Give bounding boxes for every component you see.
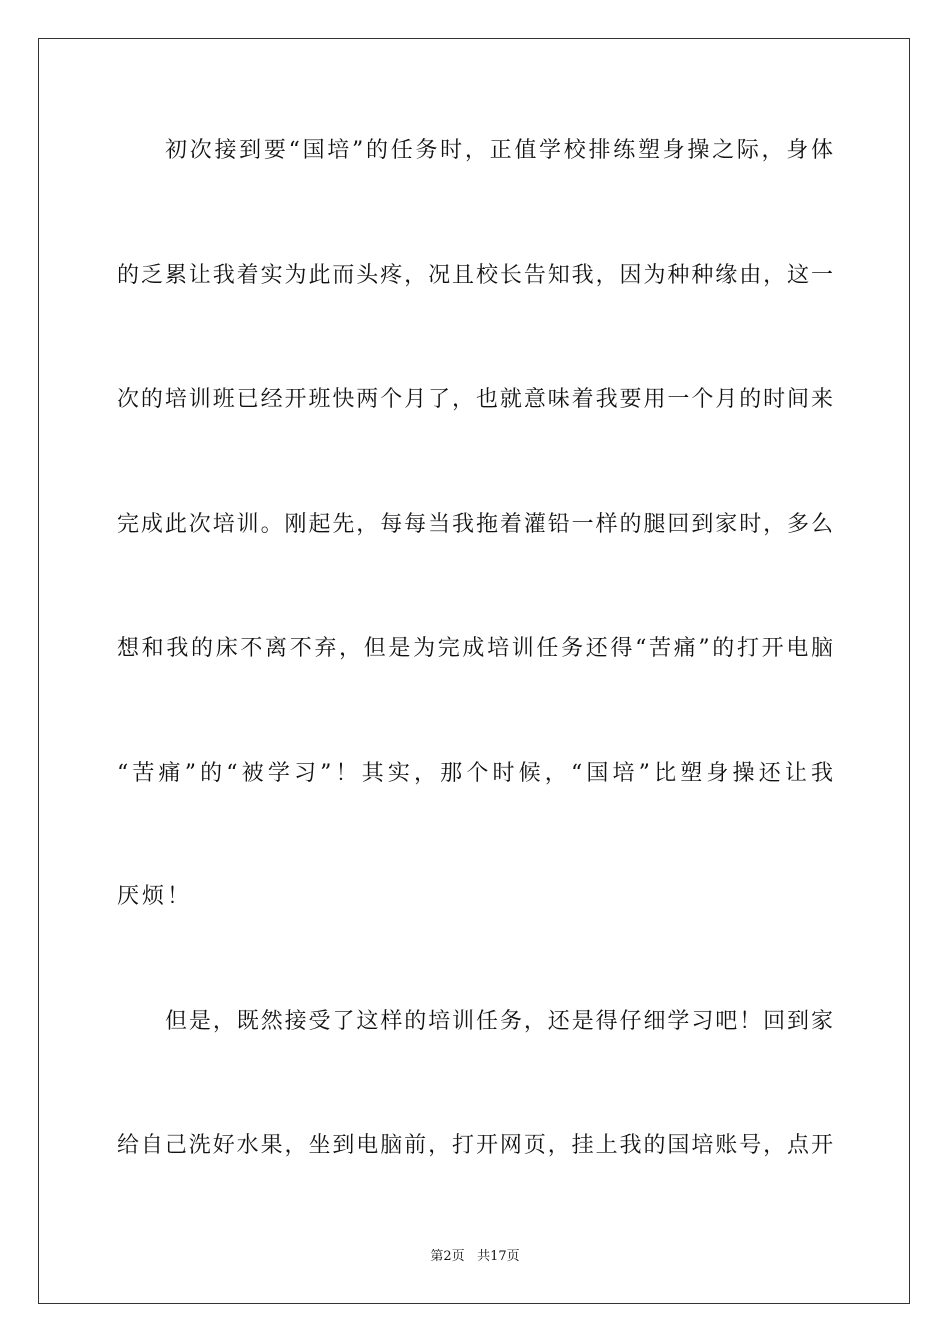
page-border [38,38,910,1304]
paragraph-1-line-5: 想和我的床不离不弃，但是为完成培训任务还得“苦痛”的打开电脑 [117,636,833,661]
paragraph-1-line-1: 初次接到要“国培”的任务时，正值学校排练塑身操之际，身体 [165,138,833,163]
paragraph-1-line-3: 次的培训班已经开班快两个月了，也就意味着我要用一个月的时间来 [117,387,833,412]
paragraph-2-line-2: 给自己洗好水果，坐到电脑前，打开网页，挂上我的国培账号，点开 [117,1133,833,1158]
paragraph-1-line-7: 厌烦！ [117,884,193,909]
paragraph-1-line-2: 的乏累让我着实为此而头疼，况且校长告知我，因为种种缘由，这一 [117,263,833,288]
paragraph-1-line-4: 完成此次培训。刚起先，每每当我拖着灌铅一样的腿回到家时，多么 [117,512,833,537]
page-footer [0,1245,950,1264]
paragraph-1-line-6: “苦痛”的“被学习”！其实，那个时候，“国培”比塑身操还让我 [117,761,833,786]
paragraph-2-line-1: 但是，既然接受了这样的培训任务，还是得仔细学习吧！回到家 [165,1009,833,1034]
page-total: 共17页 [477,1249,520,1264]
page-number: 第2页 [430,1249,465,1264]
